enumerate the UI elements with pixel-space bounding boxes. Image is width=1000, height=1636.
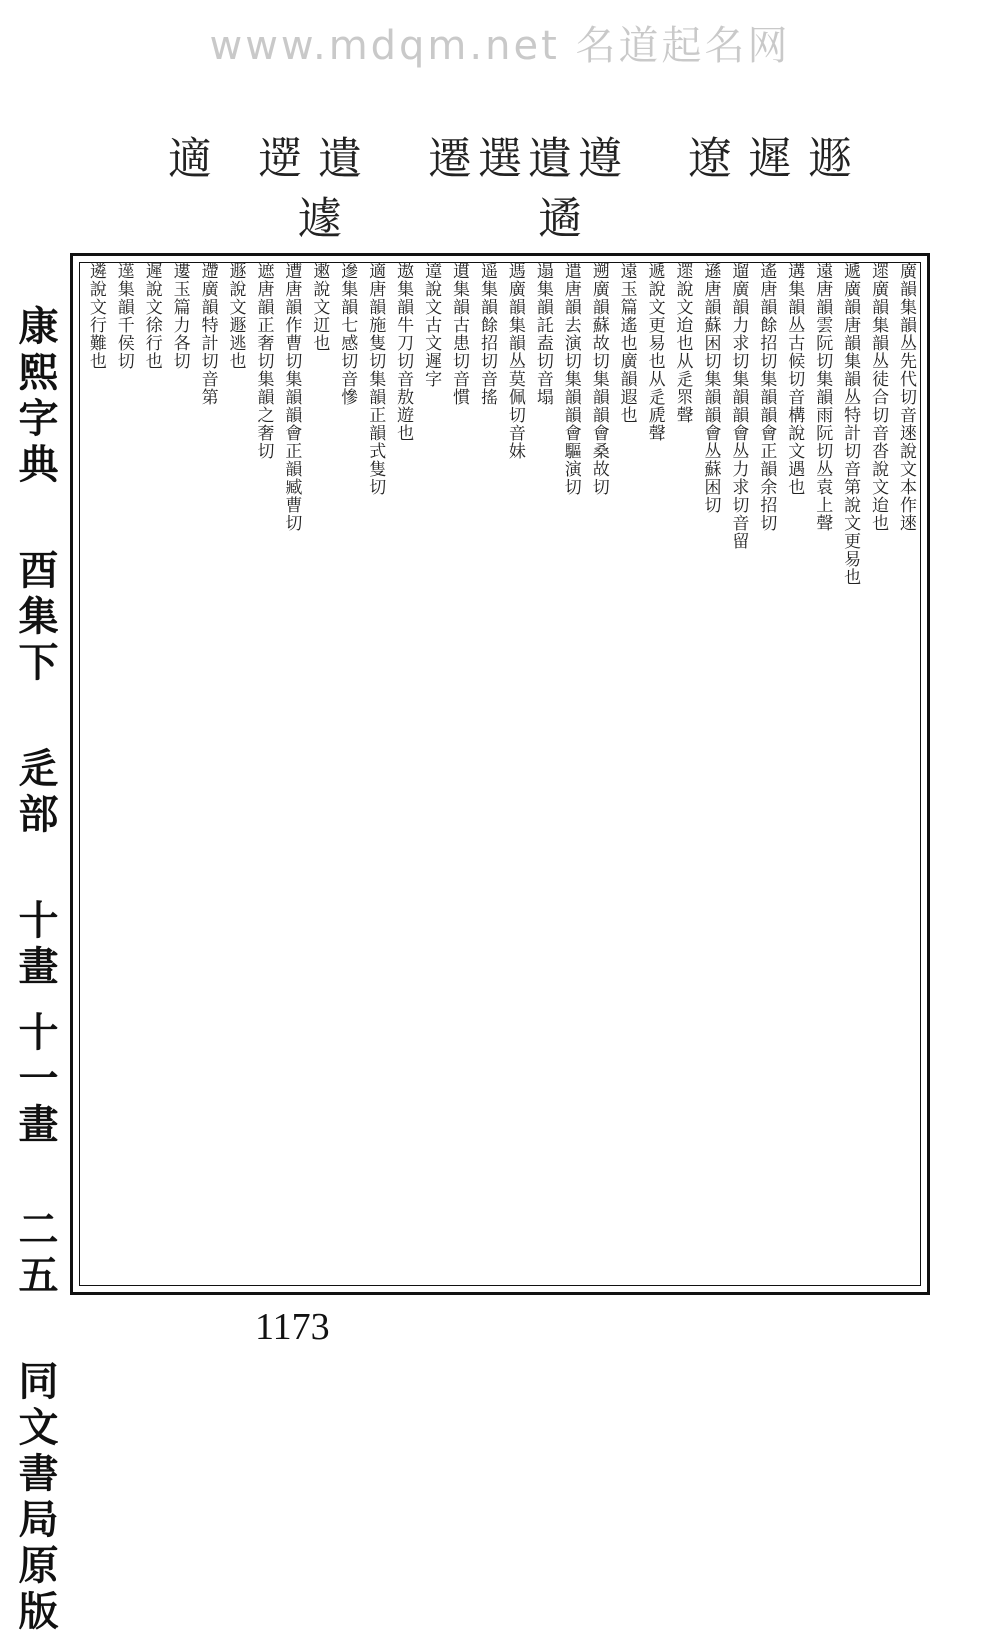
seal-glyph: 遲 — [740, 135, 791, 179]
text-column: 遛廣韻力求切集韻韻會丛力求切音留 — [728, 262, 749, 550]
watermark: www.mdqm.net 名道起名网 — [209, 23, 791, 69]
leaf-number: 二五 — [12, 1208, 59, 1301]
text-column: 遥集韻餘招切音搖 — [476, 262, 497, 406]
margin-title — [12, 305, 59, 1636]
text-column: 遱玉篇力各切 — [169, 262, 190, 370]
text-column: 遘集韻丛古候切音構說文遇也 — [784, 262, 805, 496]
seal-glyph: 遵 — [570, 135, 621, 179]
text-column: 遳集韻千侯切 — [113, 262, 134, 370]
text-columns — [81, 262, 919, 1286]
stroke-count: 十畫 十一畫 — [12, 898, 59, 1149]
text-column: 遙唐韻餘招切集韻韻會正韻余招切 — [756, 262, 777, 532]
text-column: 遝說文迨也从辵眔聲 — [672, 262, 693, 424]
radical-section: 辵部 — [12, 746, 59, 839]
text-column: 遧說文古文遲字 — [421, 262, 442, 388]
text-column: 遲說文徐行也 — [141, 262, 162, 370]
text-column: 遣唐韻去演切集韻韻會驅演切 — [560, 262, 581, 496]
text-column: 遠唐韻雲阮切集韻雨阮切丛袁上聲 — [812, 262, 833, 532]
text-column: 遫說文䢋也 — [309, 262, 330, 352]
text-column: 遯說文遯逃也 — [225, 262, 246, 370]
text-column: 遢集韻託盍切音塌 — [532, 262, 553, 406]
seal-glyph: 遽 — [290, 195, 341, 239]
text-column: 適唐韻施隻切集韻正韻式隻切 — [365, 262, 386, 496]
seal-glyph: 遯 — [800, 135, 851, 179]
dictionary-title: 康熙字典 — [12, 305, 59, 489]
text-column: 遡廣韻蘇故切集韻韻會桑故切 — [588, 262, 609, 496]
text-column: 遝廣韻集韻丛徒合切音沓說文迨也 — [868, 262, 889, 532]
seal-glyph: 遺 — [310, 135, 361, 179]
text-column: 遞廣韻唐韻集韻丛特計切音第說文更易也 — [840, 262, 861, 586]
seal-glyph: 遼 — [680, 135, 731, 179]
text-column: 遞說文更易也从辵虒聲 — [644, 262, 665, 442]
text-block-frame — [70, 253, 930, 1295]
seal-glyph: 遺 — [520, 135, 571, 179]
publisher: 同文書局原版 — [12, 1360, 59, 1636]
text-column: 遜唐韻蘇困切集韻韻會丛蘇困切 — [700, 262, 721, 514]
seal-glyph: 遷 — [420, 135, 471, 179]
volume-label: 酉集下 — [12, 548, 59, 687]
seal-glyph: 遹 — [530, 195, 581, 239]
text-column: 遠玉篇遙也廣韻遐也 — [616, 262, 637, 424]
text-column: 遭唐韻作曹切集韻韻會正韻臧曹切 — [281, 262, 302, 532]
text-column: 遪集韻七感切音慘 — [337, 262, 358, 406]
text-column: 遦集韻古患切音慣 — [449, 262, 469, 406]
seal-glyph: 遻 — [250, 135, 301, 179]
seal-script-row — [150, 135, 870, 260]
text-column: 遨集韻牛刀切音敖遊也 — [393, 262, 414, 442]
page-number: 1173 — [255, 1306, 330, 1348]
text-column: 遴說文行難也 — [85, 262, 106, 370]
text-column: 遰廣韻特計切音第 — [197, 262, 218, 406]
text-column: 廣韻集韻丛先代切音逨說文本作逨 — [896, 262, 916, 532]
text-column: 遮唐韻正奢切集韻之奢切 — [253, 262, 274, 460]
seal-glyph: 選 — [470, 135, 521, 179]
seal-glyph: 適 — [160, 135, 211, 179]
text-column: 遤廣韻集韻丛莫佩切音妹 — [504, 262, 525, 460]
